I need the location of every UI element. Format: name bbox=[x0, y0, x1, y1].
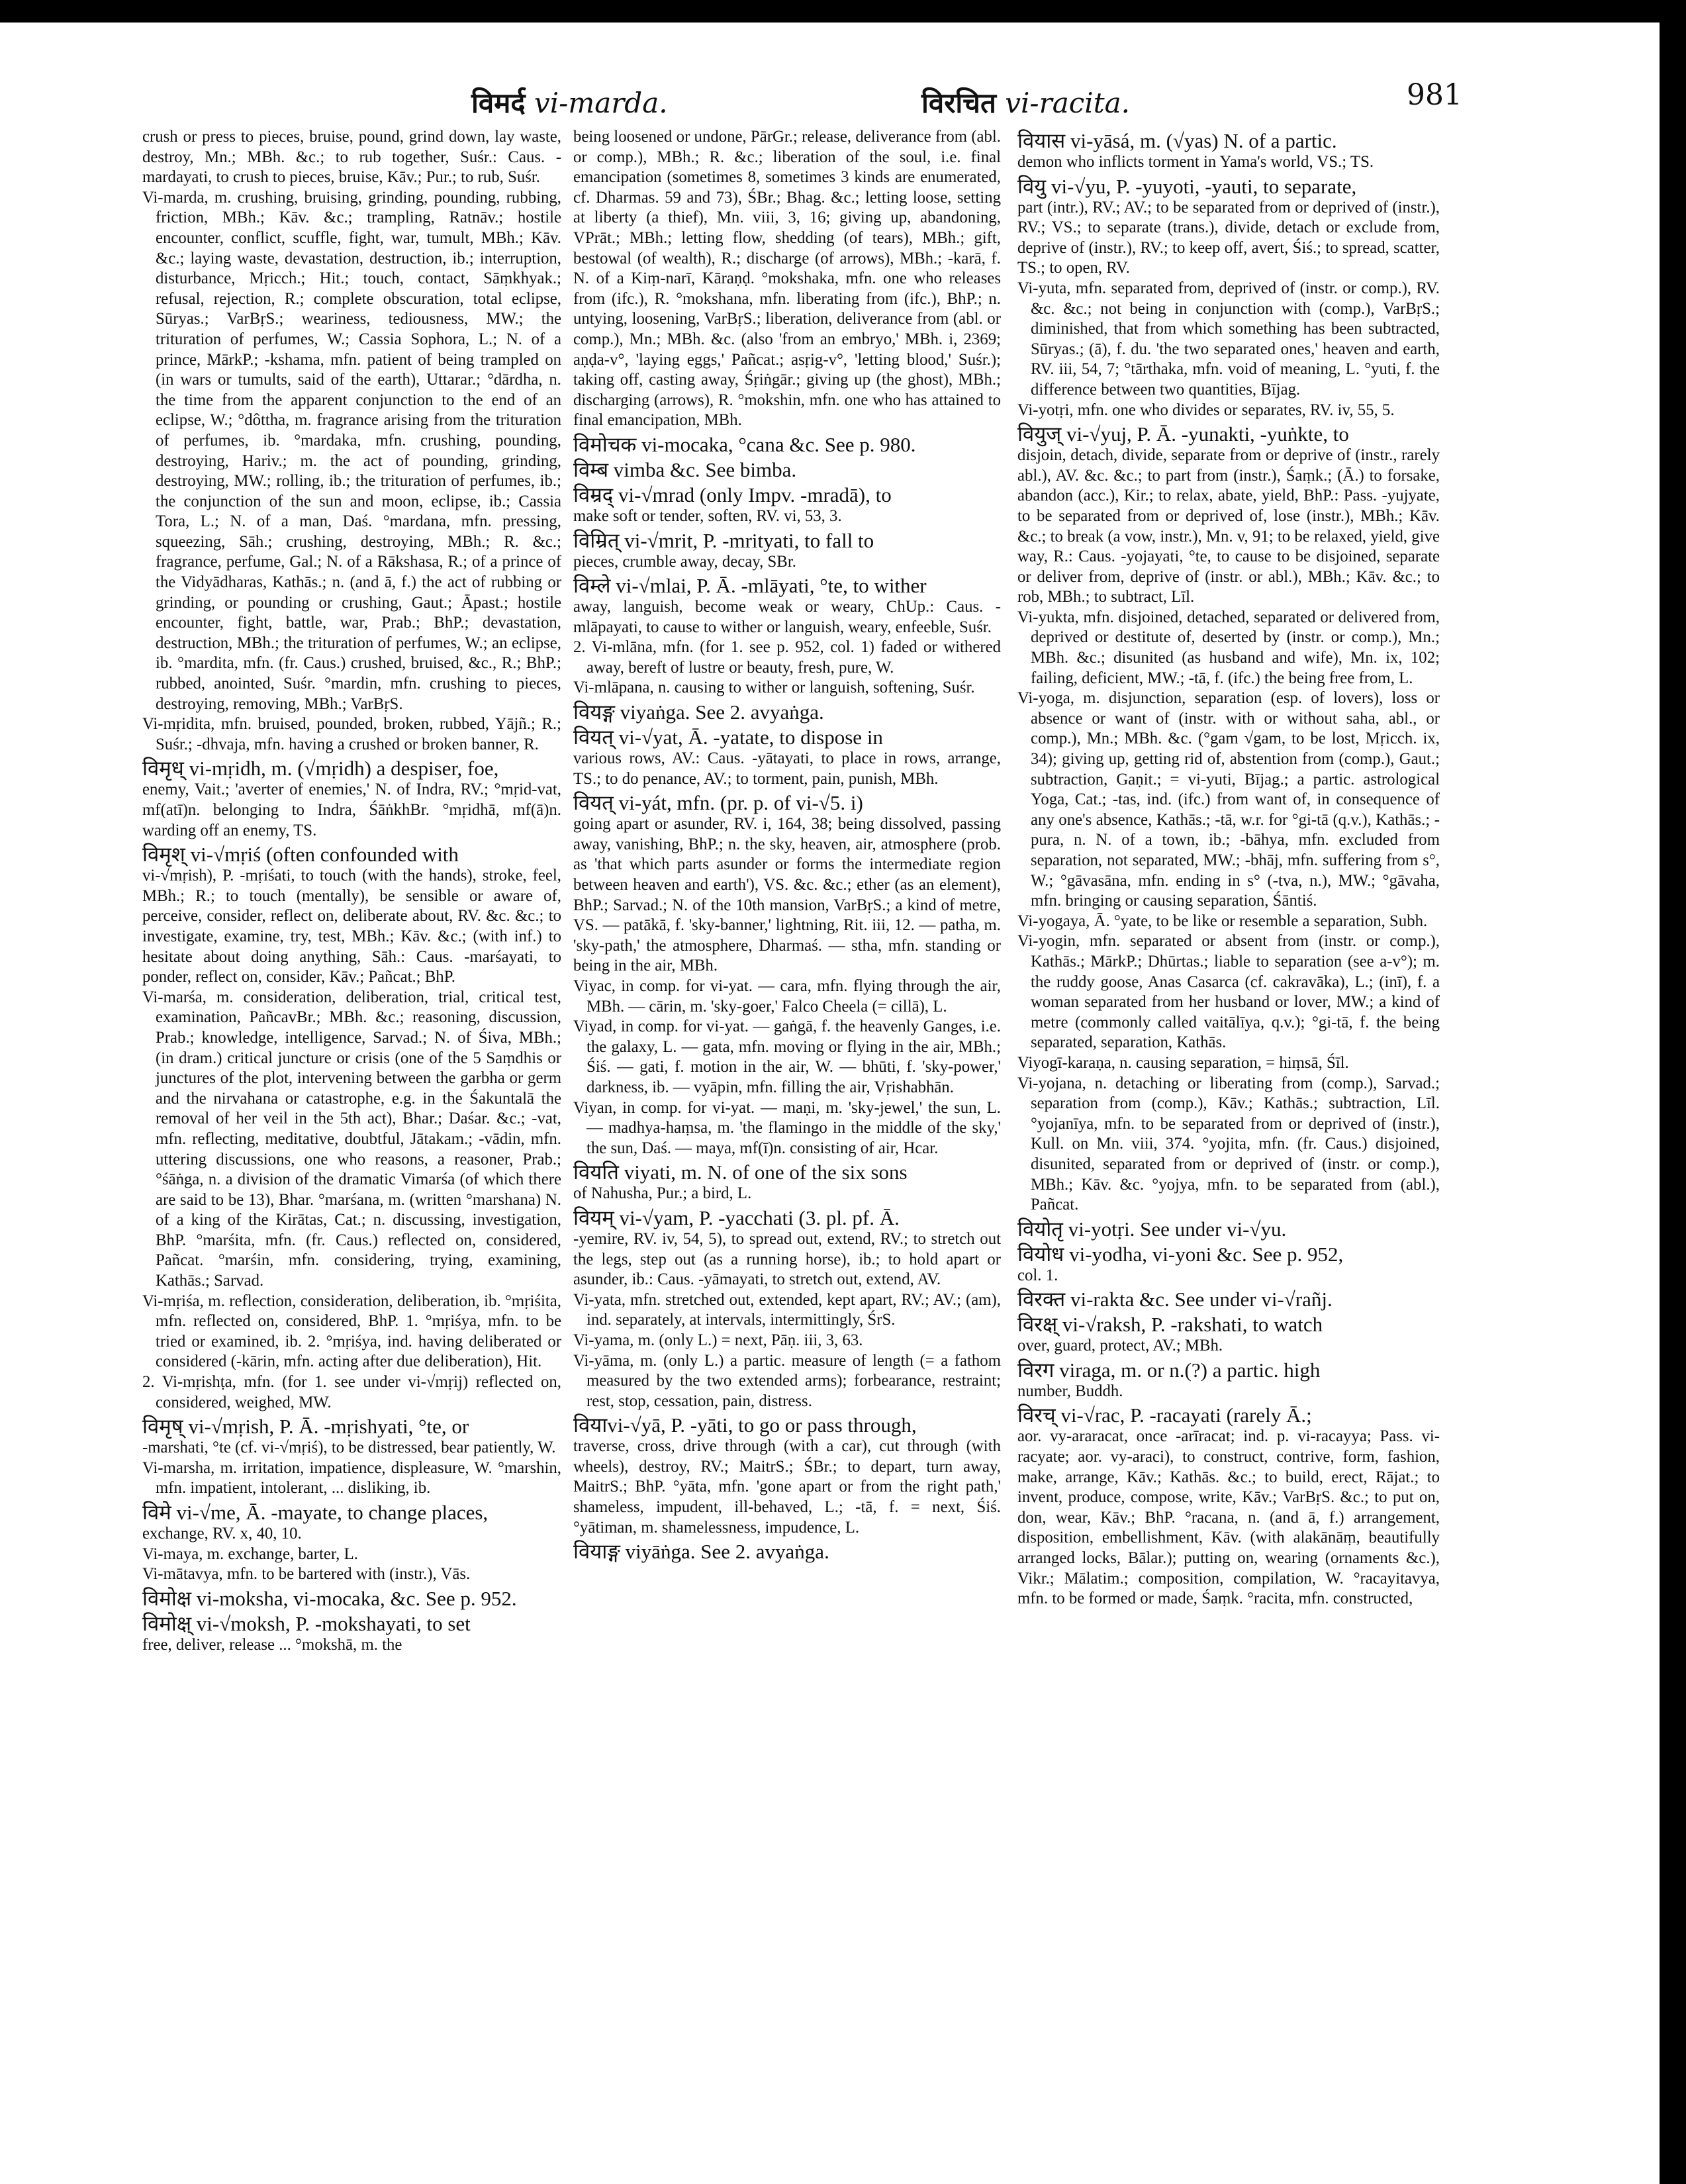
entry-paragraph: -marshati, °te (cf. vi-√mṛiś), to be distressed, bear patiently, W. bbox=[142, 1439, 556, 1457]
entry-paragraph: Vi-yojana, n. detaching or liberating from (comp.), Sarvad.; separation from (comp.), Kāv.; Kathās.; subtraction, Līl. °yojanīya, mfn. to be separated from or deprived of (instr.), Kull. on Mn. viii, 374. °yojita, mfn. (fr. Caus.) disjoined, disunited, separated from or deprived of (instr. or comp.), MBh.; Kāv. &c. °yojya, mfn. to be separated from (abl.), Pañcat. bbox=[1017, 1074, 1440, 1214]
headword-entry: विम्रित् vi-√mrit, P. -mrityati, to fall to bbox=[573, 528, 874, 552]
entry-paragraph: Viyac, in comp. for vi-yat. — cara, mfn. flying through the air, MBh. — cārin, m. 'sky-goer,' Falco Cheela (= cillā), L. bbox=[573, 977, 1001, 1016]
entry-paragraph: 2. Vi-mlāna, mfn. (for 1. see p. 952, col. 1) faded or withered away, bereft of lustre or beauty, fresh, pure, W. bbox=[573, 638, 1001, 677]
headword-entry: वियोध vi-yodha, vi-yoni &c. See p. 952, bbox=[1017, 1242, 1344, 1266]
headword-entry: विमोक्ष vi-moksha, vi-mocaka, &c. See p. 952. bbox=[142, 1586, 517, 1610]
headword-entry: वियुज् vi-√yuj, P. Ā. -yunakti, -yuṅkte, to bbox=[1017, 422, 1349, 446]
headword-entry: वियु vi-√yu, P. -yuyoti, -yauti, to separate, bbox=[1017, 174, 1357, 198]
headword-entry: विरच् vi-√rac, P. -racayati (rarely Ā.; bbox=[1017, 1403, 1312, 1427]
entry-paragraph: col. 1. bbox=[1017, 1266, 1058, 1284]
page-header bbox=[0, 78, 1686, 124]
entry-paragraph: Viyad, in comp. for vi-yat. — gaṅgā, f. the heavenly Ganges, i.e. the galaxy, L. — gata, mfn. moving or flying in the air, MBh.; Śiś. — gati, f. motion in the air, W. — bhūti, f. 'sky-power,' darkness, ib. — vyāpin, mfn. filling the air, Vṛishabhān. bbox=[573, 1018, 1001, 1096]
entry-paragraph: Vi-yukta, mfn. disjoined, detached, separated or delivered from, deprived or destitute of, deserted by (instr. or comp.), Mn.; MBh. &c.; disunited (as husband and wife), Mn. ix, 102; failing, deficient, MW.; -tā, f. (ifc.) the being free from, L. bbox=[1017, 608, 1440, 687]
entry-paragraph: Viyan, in comp. for vi-yat. — maṇi, m. 'sky-jewel,' the sun, L. — madhya-haṃsa, m. 'the flamingo in the middle of the sky,' the sun, Daś. — maya, mf(ī)n. consisting of air, Hcar. bbox=[573, 1098, 1001, 1157]
entry-paragraph: part (intr.), RV.; AV.; to be separated from or deprived of (instr.), RV.; VS.; to separate (trans.), divide, detach or exclude from, deprive of (instr.), RV.; to keep off, avert, Śiś.; to spread, scatter, TS.; to open, RV. bbox=[1017, 198, 1440, 277]
entry-paragraph: 2. Vi-mṛishṭa, mfn. (for 1. see under vi-√mṛij) reflected on, considered, weighed, MW. bbox=[142, 1373, 561, 1411]
headword-entry: विमृध् vi-mṛidh, m. (√mṛidh) a despiser, foe, bbox=[142, 757, 499, 781]
entry-paragraph: going apart or asunder, RV. i, 164, 38; being dissolved, passing away, vanishing, BhP.; n. the sky, heaven, air, atmosphere (prob. as 'that which parts asunder or forms the intermediate region between heaven and earth'), VS. &c. &c.; ether (as an element), BhP.; Sarvad.; N. of the 10th mansion, VarBṛS.; a kind of metre, VS. — patākā, f. 'sky-banner,' lightning, Rit. iii, 12. — patha, m. 'sky-path,' the atmosphere, Dharmaś. — stha, mfn. standing or being in the air, MBh. bbox=[573, 815, 1001, 975]
entry-paragraph: over, guard, protect, AV.; MBh. bbox=[1017, 1337, 1223, 1355]
right-black-border bbox=[1660, 0, 1686, 2184]
entry-paragraph: pieces, crumble away, decay, SBr. bbox=[573, 552, 796, 571]
entry-paragraph: Vi-yata, mfn. stretched out, extended, kept apart, RV.; AV.; (am), ind. separately, at intervals, intermittingly, ŚrS. bbox=[573, 1290, 1001, 1329]
running-head-center-devanagari: विरचित bbox=[921, 87, 996, 119]
running-head-left-roman: vi-marda. bbox=[534, 87, 668, 119]
entry-paragraph: being loosened or undone, PārGr.; release, deliverance from (abl. or comp.), MBh.; R. &c.; liberation of the soul, i.e. final emancipation (sometimes 8, sometimes 3 kinds are enumerated, cf. Dharmas. 59 and 73), ŚBr.; Bhag. &c.; letting loose, setting at liberty (a thief), Mn. viii, 3, 16; giving up, abandoning, VPrāt.; MBh.; letting flow, shedding (of tears), MBh.; gift, bestowal (of wealth), R.; discharge (of arrows), MBh.; -karā, f. N. of a Kiṃ-narī, Kāraṇḍ. °mokshaka, mfn. one who releases from (ifc.), R. °mokshana, mfn. liberating from (ifc.), BhP.; n. untying, loosening, VarBṛS.; liberation, deliverance from (abl. or comp.), Mn.; MBh. &c. (also 'from an embryo,' MBh. i, 2369; aṇḍa-v°, 'laying eggs,' Pañcat.; asṛig-v°, 'letting blood,' Suśr.); taking off, casting away, Śṛiṅgār.; giving up (the ghost), MBh.; discharging (arrows), R. °mokshin, mfn. one who has attained to final emancipation, MBh. bbox=[573, 128, 1001, 430]
headword-entry: वियास vi-yāsá, m. (√yas) N. of a partic. bbox=[1017, 129, 1337, 152]
entry-paragraph: exchange, RV. x, 40, 10. bbox=[142, 1525, 302, 1543]
running-head-left bbox=[471, 83, 668, 121]
top-black-border bbox=[0, 0, 1686, 23]
entry-paragraph: Vi-yoga, m. disjunction, separation (esp. of lovers), loss or absence or want of (instr. with or without saha, abl., or comp.), Mn.; MBh. &c. (°gam √gam, to be lost, Mṛicch. ix, 34); giving up, getting rid of, abstention from (comp.), Gaut.; subtraction, Gaṇit.; = vi-yuti, Bījag.; a partic. astrological Yoga, Cat.; -tas, ind. (ifc.) from want of, in consequence of any one's absence, Kathās.; -tā, w.r. for °gi-tā (q.v.), Kathās.; -pura, n. N. of a town, ib.; -bāhya, mfn. excluded from separation, not separated, MW.; -bhāj, mfn. suffering from s°, W.; °gāvasāna, mfn. ending in s° (-tva, n.), MW.; °gāvaha, mfn. bringing or causing separation, Śāntiś. bbox=[1017, 689, 1440, 910]
entry-paragraph: Vi-mātavya, mfn. to be bartered with (instr.), Vās. bbox=[142, 1565, 471, 1584]
headword-entry: विरक्ष् vi-√raksh, P. -rakshati, to watch bbox=[1017, 1313, 1323, 1337]
headword-entry: विमोक्ष् vi-√moksh, P. -mokshayati, to set bbox=[142, 1611, 471, 1635]
column-2 bbox=[573, 127, 1001, 2153]
running-head-left-devanagari: विमर्द bbox=[471, 87, 526, 119]
headword-entry: वियङ्ग viyaṅga. See 2. avyaṅga. bbox=[573, 700, 824, 724]
entry-paragraph: of Nahusha, Pur.; a bird, L. bbox=[573, 1184, 752, 1203]
entry-paragraph: enemy, Vait.; 'averter of enemies,' N. of Indra, RV.; °mṛid-vat, mf(atī)n. belonging to Indra, ŚāṅkhBr. °mṛidhā, mf(ā)n. warding off an enemy, TS. bbox=[142, 781, 561, 839]
headword-entry: वियाङ्ग viyāṅga. See 2. avyaṅga. bbox=[573, 1540, 829, 1564]
entry-paragraph: disjoin, detach, divide, separate from or deprive of (instr., rarely abl.), AV. &c. &c.; to part from (instr.), Śaṃk.; (Ā.) to forsake, abandon (acc.), Kir.; to relax, abate, yield, BhP.: Pass. -yujyate, to be separated from or deprived of, lose (instr.), MBh.; Kāv. &c.; to break (a vow, instr.), Mn. v, 91; to be relaxed, yield, give way, R.: Caus. -yojayati, °te, to cause to be disjoined, separate or deliver from, deprive of (instr. or abl.), MBh.; Kāv. &c.; to rob, MBh.; to subtract, Līl. bbox=[1017, 446, 1440, 606]
entry-paragraph: Vi-marśa, m. consideration, deliberation, trial, critical test, examination, PañcavBr.; MBh. &c.; reasoning, discussion, Prab.; knowledge, intelligence, Sarvad.; N. of Śiva, MBh.; (in dram.) critical juncture or crisis (one of the 5 Saṃdhis or junctures of the plot, intervening between the garbha or germ and the nirvahana or catastrophe, e.g. in the Śakuntalā the removal of her veil in the 5th act), Bhar.; Daśar. &c.; -vat, mfn. reflecting, meditative, doubtful, Jātakam.; -vādin, mfn. uttering discussions, one who reasons, a reasoner, Prab.; °śāṅga, n. a division of the dramatic Vimarśa (of which there are said to be 13), Bhar. °marśana, m. (written °marshana) N. of a king of the Kirātas, Cat.; n. discussing, investigation, BhP. °marśita, mfn. (fr. Caus.) reflected on, considered, Pañcat. °marśin, mfn. considering, trying, examining, Kathās.; Sarvad. bbox=[142, 988, 561, 1290]
headword-entry: विम्ब vimba &c. See bimba. bbox=[573, 457, 797, 481]
entry-paragraph: Vi-yogaya, Ā. °yate, to be like or resemble a separation, Subh. bbox=[1017, 912, 1428, 930]
page-number: 981 bbox=[1407, 78, 1462, 112]
column-3 bbox=[1017, 127, 1440, 2153]
running-head-center-roman: vi-racita. bbox=[1005, 87, 1130, 119]
headword-entry: वियत् vi-yát, mfn. (pr. p. of vi-√5. i) bbox=[573, 791, 863, 815]
headword-entry: विमे vi-√me, Ā. -mayate, to change places, bbox=[142, 1501, 489, 1524]
entry-paragraph: traverse, cross, drive through (with a car), cut through (with wheels), destroy, RV.; MaitrS.; ŚBr.; to depart, turn away, MaitrS.; BhP. °yāta, mfn. 'gone apart or from the right path,' shameless, impudent, ill-behaved, L.; -tā, f. = next, Śiś. °yātiman, m. shamelessness, impudence, L. bbox=[573, 1437, 1001, 1537]
headword-entry: वियोतृ vi-yotṛi. See under vi-√yu. bbox=[1017, 1217, 1287, 1241]
entry-paragraph: vi-√mṛish), P. -mṛiśati, to touch (with the hands), stroke, feel, MBh.; R.; to touch (mentally), be sensible or aware of, perceive, consider, reflect on, deliberate about, RV. &c. &c.; to investigate, examine, try, test, MBh.; Kāv. &c.; (with inf.) to hesitate about doing anything, Sāh.: Caus. -marśayati, to ponder, reflect on, consider, Kāv.; Pañcat.; BhP. bbox=[142, 867, 561, 986]
headword-entry: वियति viyati, m. N. of one of the six sons bbox=[573, 1161, 908, 1184]
entry-paragraph: Vi-marda, m. crushing, bruising, grinding, pounding, rubbing, friction, MBh.; Kāv. &c.; trampling, Ratnāv.; hostile encounter, conflict, scuffle, fight, war, tumult, MBh.; Kāv. &c.; laying waste, devastation, destruction, ib.; interruption, disturbance, Mṛicch.; Hit.; touch, contact, Sāṃkhyak.; refusal, rejection, R.; complete obscuration, total eclipse, Sūryas.; VarBṛS.; weariness, tediousness, MW.; the trituration of perfumes, W.; Cassia Sophora, L.; N. of a prince, MārkP.; -kshama, mfn. patient of being trampled on (in wars or tumults, said of the earth), Uttarar.; °dārdha, n. the time from the apparent conjunction to the end of an eclipse, W.; °dôttha, m. fragrance arising from the trituration of perfumes, ib. °mardaka, mfn. crushing, pounding, destroying, Hariv.; m. the act of pounding, grinding, destroying, MW.; rolling, ib.; the trituration of perfumes, ib.; the conjunction of the sun and moon, eclipse, ib.; Cassia Tora, L.; N. of a man, Daś. °mardana, mfn. pressing, squeezing, Sāh.; crushing, destroying, MBh.; R. &c.; fragrance, perfume, Gal.; N. of a Rākshasa, R.; of a prince of the Vidyādharas, Kathās.; n. (and ā, f.) the act of rubbing or grinding, or pounding or crushing, Gaut.; Āpast.; hostile encounter, fight, battle, war, Prab.; BhP.; devastation, destruction, MBh.; the trituration of perfumes, W.; an eclipse, ib. °mardita, mfn. (fr. Caus.) crushed, bruised, &c., R.; BhP.; rubbed, anointed, Suśr. °mardin, mfn. crushing to pieces, destroying, removing, MBh.; VarBṛS. bbox=[142, 188, 561, 713]
entry-paragraph: demon who inflicts torment in Yama's world, VS.; TS. bbox=[1017, 153, 1374, 171]
headword-entry: वियम् vi-√yam, P. -yacchati (3. pl. pf. Ā. bbox=[573, 1206, 900, 1229]
entry-paragraph: Viyogī-karaṇa, n. causing separation, = hiṃsā, Śīl. bbox=[1017, 1053, 1349, 1072]
entry-paragraph: various rows, AV.: Caus. -yātayati, to place in rows, arrange, TS.; to do penance, AV.; to torment, pain, punish, MBh. bbox=[573, 749, 1001, 788]
entry-paragraph: Vi-mṛidita, mfn. bruised, pounded, broken, rubbed, Yājñ.; R.; Suśr.; -dhvaja, mfn. having a crushed or broken banner, R. bbox=[142, 715, 561, 753]
entry-paragraph: crush or press to pieces, bruise, pound, grind down, lay waste, destroy, Mn.; MBh. &c.; to rub together, Suśr.: Caus. -mardayati, to crush to pieces, bruise, Kāv.; Pur.; to rub, Suśr. bbox=[142, 128, 561, 187]
entry-paragraph: aor. vy-araracat, once -arīracat; ind. p. vi-racayya; Pass. vi-racyate; aor. vy-araci), to construct, contrive, form, fashion, make, arrange, Kāv.; Kathās. &c.; to build, erect, Rājat.; to invent, produce, compose, write, Kāv.; VarBṛS. &c.; to put on, don, wear, Kāv.; BhP. °racana, n. (and ā, f.) arrangement, disposition, embellishment, Kāv. (with alakānāṃ, beautifully arranged locks, Bālar.); putting on, wearing (ornaments &c.), Vikr.; Mālatim.; composition, compilation, W. °racayitavya, mfn. to be formed or made, Śaṃk. °racita, mfn. constructed, bbox=[1017, 1427, 1440, 1608]
headword-entry: विम्ले vi-√mlai, P. Ā. -mlāyati, °te, to wither bbox=[573, 574, 927, 598]
headword-entry: विरक्त vi-rakta &c. See under vi-√rañj. bbox=[1017, 1288, 1333, 1311]
entry-paragraph: Vi-yuta, mfn. separated from, deprived of (instr. or comp.), RV. &c. &c.; not being in conjunction with (comp.), VarBṛS.; diminished, that from which something has been subtracted, Sūryas.; (ā), f. du. 'the two separated ones,' heaven and earth, RV. iii, 54, 7; °tārthaka, mfn. void of meaning, L. °yuti, f. the difference between two quantities, Bījag. bbox=[1017, 279, 1440, 399]
entry-paragraph: free, deliver, release ... °mokshā, m. the bbox=[142, 1635, 402, 1654]
entry-paragraph: Vi-yama, m. (only L.) = next, Pāṇ. iii, 3, 63. bbox=[573, 1331, 863, 1349]
running-head-center bbox=[921, 83, 1130, 121]
entry-paragraph: Vi-yotṛi, mfn. one who divides or separates, RV. iv, 55, 5. bbox=[1017, 401, 1395, 419]
entry-paragraph: away, languish, become weak or weary, ChUp.: Caus. -mlāpayati, to cause to wither or languish, weary, enfeeble, Suśr. bbox=[573, 598, 1001, 636]
headword-entry: विमृष् vi-√mṛish, P. Ā. -mṛishyati, °te, or bbox=[142, 1415, 469, 1439]
headword-entry: विरग viraga, m. or n.(?) a partic. high bbox=[1017, 1358, 1321, 1382]
headword-entry: विमोचक vi-mocaka, °cana &c. See p. 980. bbox=[573, 432, 916, 456]
headword-entry: वियाvi-√yā, P. -yāti, to go or pass through, bbox=[573, 1413, 917, 1437]
headword-entry: वियत् vi-√yat, Ā. -yatate, to dispose in bbox=[573, 726, 883, 749]
entry-paragraph: number, Buddh. bbox=[1017, 1382, 1123, 1400]
entry-paragraph: Vi-marsha, m. irritation, impatience, displeasure, W. °marshin, mfn. impatient, intolerant, ... disliking, ib. bbox=[142, 1458, 561, 1497]
entry-paragraph: Vi-mṛiśa, m. reflection, consideration, deliberation, ib. °mṛiśita, mfn. reflected on, considered, BhP. 1. °mṛiśya, mfn. to be tried or examined, ib. 2. °mṛiśya, ind. having deliberated or considered (-kārin, mfn. acting after due deliberation), Hit. bbox=[142, 1292, 561, 1371]
entry-paragraph: -yemire, RV. iv, 54, 5), to spread out, extend, RV.; to stretch out the legs, step out (as a running horse), ib.; to hold apart or asunder, ib.: Caus. -yāmayati, to stretch out, extend, AV. bbox=[573, 1229, 1001, 1289]
entry-paragraph: Vi-mlāpana, n. causing to wither or languish, softening, Suśr. bbox=[573, 679, 975, 697]
entry-paragraph: Vi-maya, m. exchange, barter, L. bbox=[142, 1544, 358, 1563]
entry-paragraph: make soft or tender, soften, RV. vi, 53, 3. bbox=[573, 506, 842, 525]
headword-entry: विमृश् vi-√mṛiś (often confounded with bbox=[142, 843, 459, 867]
entry-paragraph: Vi-yogin, mfn. separated or absent from (instr. or comp.), Kathās.; MārkP.; Dhūrtas.; liable to separation (see a-v°); m. the ruddy goose, Anas Casarca (cf. cakravāka), L.; (inī), f. a woman separated from her husband or lover, MW.; a kind of metre (commonly called vaitālīya, q.v.); °gi-tā, f. the being separated, separation, Kathās. bbox=[1017, 932, 1440, 1052]
headword-entry: विम्रद् vi-√mrad (only Impv. -mradā), to bbox=[573, 483, 892, 506]
column-1 bbox=[142, 127, 561, 2153]
entry-paragraph: Vi-yāma, m. (only L.) a partic. measure of length (= a fathom measured by the two extended arms); forbearance, restraint; rest, stop, cessation, pain, distress. bbox=[573, 1351, 1001, 1410]
